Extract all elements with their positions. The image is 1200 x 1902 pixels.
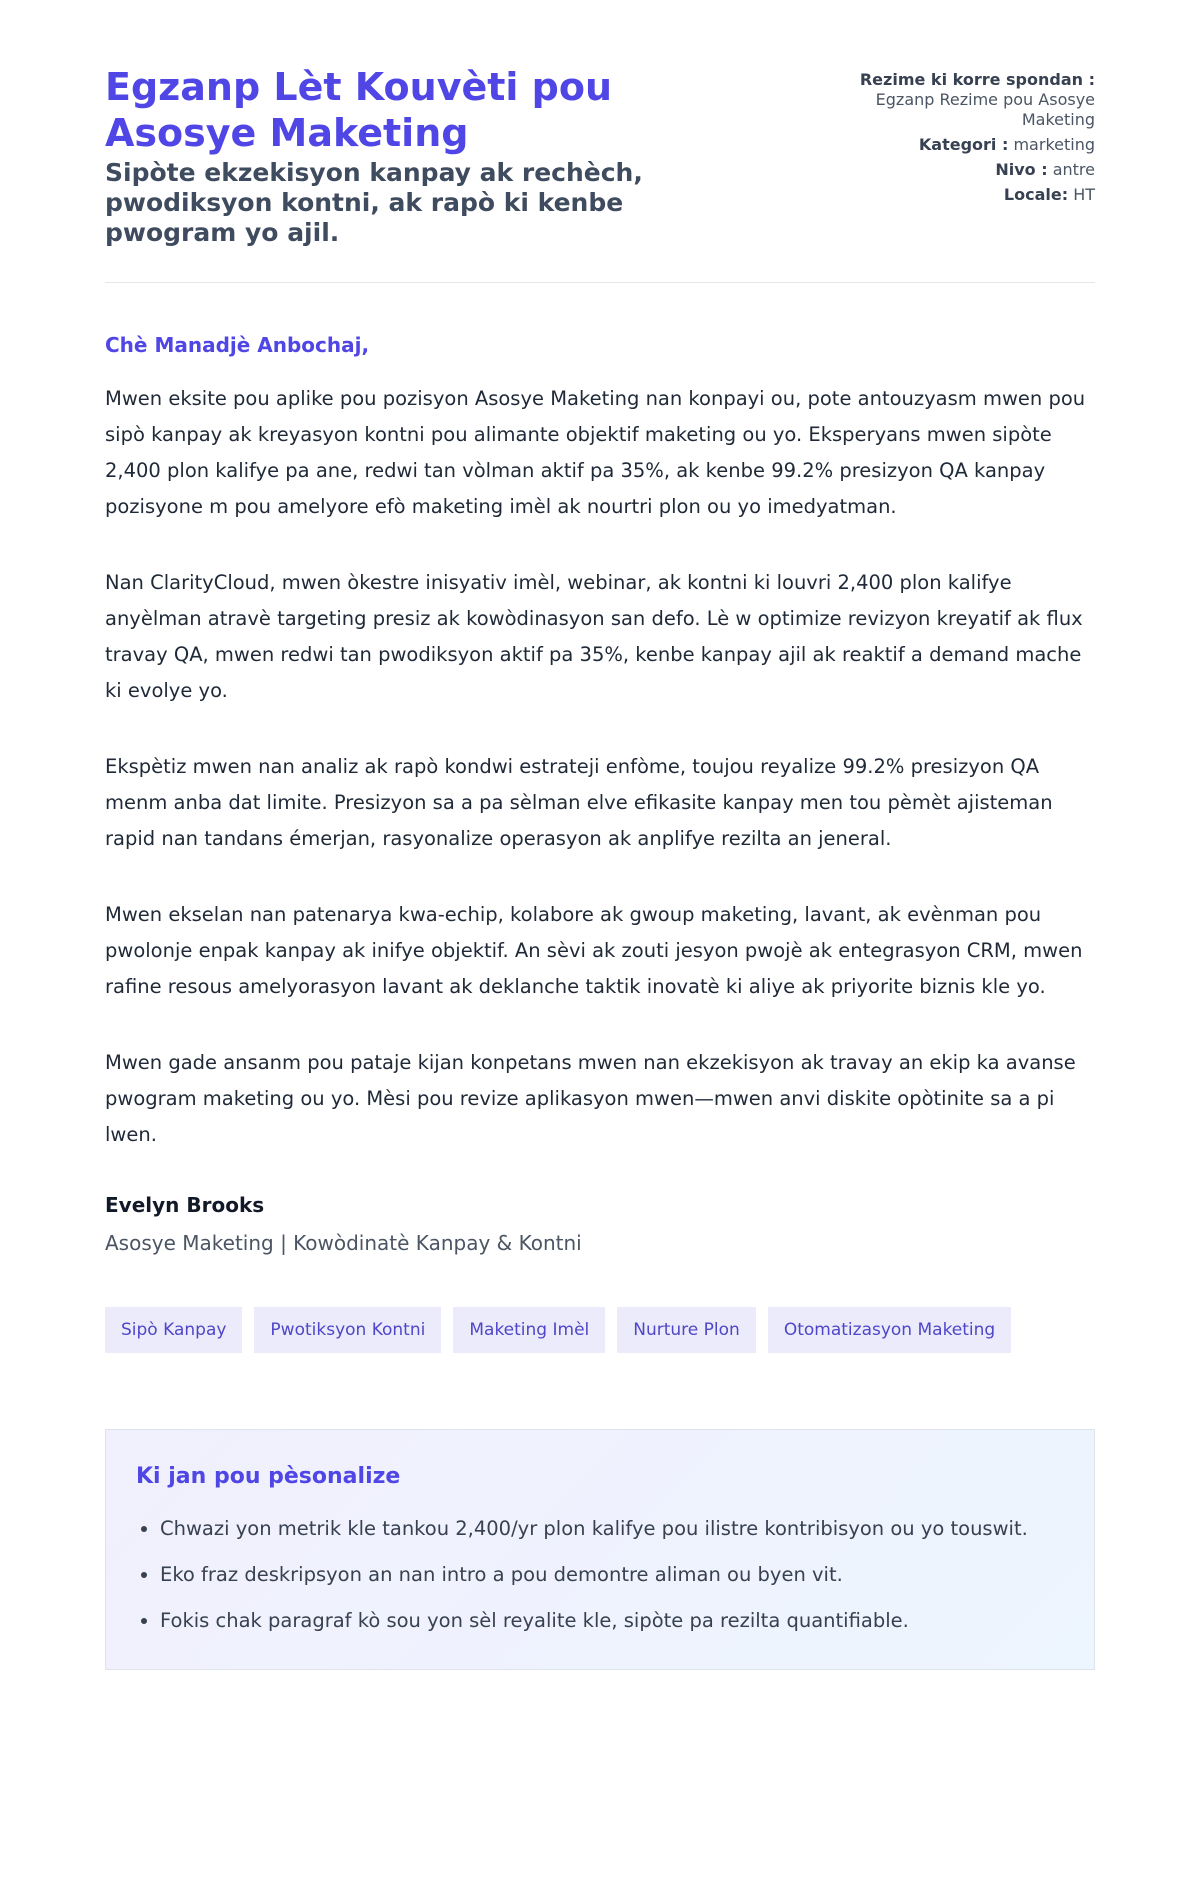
- tip-item: • Fokis chak paragraf kò sou yon sèl reyalite kle, sipòte pa rezilta quantifiable.: [160, 1603, 1064, 1639]
- letter-paragraph: Ekspètiz mwen nan analiz ak rapò kondwi estrateji enfòme, toujou reyalize 99.2% presizyon QA menm anba dat limite. Presizyon sa a pa sèlman elve efikasite kanpay men tou pèmèt ajisteman rapid nan tandans émerjan, rasyonalize operasyon ak anplifye rezilta an jeneral.: [105, 755, 1053, 850]
- meta-resume-value: Egzanp Rezime pou Asosye Maketing: [875, 90, 1095, 129]
- greeting: Chè Manadjè Anbochaj,: [105, 333, 370, 357]
- meta-resume: [805, 70, 1095, 130]
- page-title: Egzanp Lèt Kouvèti pou Asosye Maketing: [105, 65, 613, 155]
- meta-locale-label: Locale:: [1003, 185, 1069, 204]
- meta-info: [805, 64, 1095, 210]
- meta-category-value: marketing: [1013, 135, 1095, 154]
- skill-tag: Pwotiksyon Kontni: [254, 1307, 441, 1353]
- skill-tag: Nurture Plon: [617, 1307, 756, 1353]
- meta-level-value: antre: [1052, 160, 1095, 179]
- meta-resume-label: Rezime ki korre spondan :: [859, 70, 1095, 89]
- signature-name: Evelyn Brooks: [105, 1193, 265, 1217]
- tip-item: • Chwazi yon metrik kle tankou 2,400/yr plon kalifye pou ilistre kontribisyon ou yo touswit.: [160, 1511, 1064, 1547]
- letter-paragraph: Mwen gade ansanm pou pataje kijan konpetans mwen nan ekzekisyon ak travay an ekip ka avanse pwogram maketing ou yo. Mèsi pou revize aplikasyon mwen—mwen anvi diskite opòtinite sa a pi lwen.: [105, 1051, 1076, 1146]
- customization-tips: [105, 1429, 1095, 1670]
- page-subtitle: Sipòte ekzekisyon kanpay ak rechèch, pwodiksyon kontni, ak rapò ki kenbe pwogram yo ajil.: [105, 158, 643, 247]
- tip-item: • Eko fraz deskripsyon an nan intro a pou demontre aliman ou byen vit.: [160, 1557, 1064, 1593]
- skill-tags: [105, 1307, 1095, 1353]
- meta-locale: [805, 185, 1095, 205]
- letter-paragraph: Mwen eksite pou aplike pou pozisyon Asosye Maketing nan konpayi ou, pote antouzyasm mwen pou sipò kanpay ak kreyasyon kontni pou alimante objektif maketing ou yo. Eksperyans mwen sipòte 2,400 plon kalifye pa ane, redwi tan vòlman aktif pa 35%, ak kenbe 99.2% presizyon QA kanpay pozisyone m pou amelyore efò maketing imèl ak nourtri plon ou yo imedyatman.: [105, 387, 1086, 518]
- meta-locale-value: HT: [1073, 185, 1095, 204]
- tips-list: [136, 1511, 1064, 1639]
- skill-tag: Sipò Kanpay: [105, 1307, 242, 1353]
- tips-title: Ki jan pou pèsonalize: [136, 1464, 401, 1489]
- letter-paragraph: Nan ClarityCloud, mwen òkestre inisyativ imèl, webinar, ak kontni ki louvri 2,400 plon kalifye anyèlman atravè targeting presiz ak kowòdinasyon san defo. Lè w optimize revizyon kreyatif ak flux travay QA, mwen redwi tan pwodiksyon aktif pa 35%, kenbe kanpay ajil ak reaktif a demand mache ki evolye yo.: [105, 571, 1083, 702]
- meta-level-label: Nivo :: [995, 160, 1048, 179]
- meta-level: [805, 160, 1095, 180]
- cover-letter-page: [105, 0, 1095, 1710]
- title-block: [105, 64, 665, 248]
- letter-paragraph: Mwen ekselan nan patenarya kwa-echip, kolabore ak gwoup maketing, lavant, ak evènman pou pwolonje enpak kanpay ak inifye objektif. An sèvi ak zouti jesyon pwojè ak entegrasyon CRM, mwen rafine resous amelyorasyon lavant ak deklanche taktik inovatè ki aliye ak priyorite biznis kle yo.: [105, 903, 1083, 998]
- header: [105, 64, 1095, 283]
- skill-tag: Maketing Imèl: [453, 1307, 605, 1353]
- meta-category-label: Kategori :: [918, 135, 1009, 154]
- meta-category: [805, 135, 1095, 155]
- signature-role: Asosye Maketing | Kowòdinatè Kanpay & Kontni: [105, 1231, 582, 1255]
- skill-tag: Otomatizasyon Maketing: [768, 1307, 1011, 1353]
